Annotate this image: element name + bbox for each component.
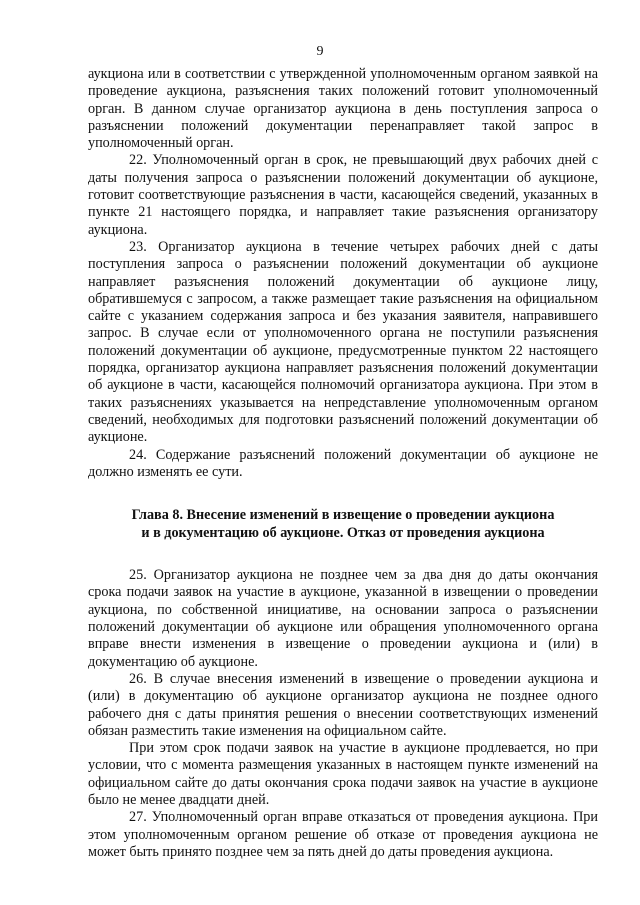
- chapter-heading: [88, 506, 598, 542]
- paragraph-26-continuation: При этом срок подачи заявок на участие в аукционе продлевается, но при условии, что с момента размещения указанных в настоящем пункте изменений на официальном сайте до даты окончания срока подачи заявок на участие в аукционе было не менее двадцати дней.: [88, 740, 598, 808]
- paragraph: аукциона или в соответствии с утвержденной уполномоченным органом заявкой на проведение аукциона, разъяснения таких положений готовит уполномоченный орган. В данном случае организатор аукциона в день поступления запроса о разъяснении положений документации перенаправляет такой запрос в уполномоченный орган.: [88, 66, 598, 152]
- paragraph-23: 23. Организатор аукциона в течение четырех рабочих дней с даты поступления запроса о разъяснении положений документации об аукционе направляет разъяснения положений документации об аукционе лицу, обратившемуся с запросом, а также размещает такие разъяснения на официальном сайте с указанием содержания запроса и без указания заявителя, направившего запрос. В случае если от уполномоченного органа не поступили разъяснения положений документации об аукционе, предусмотренные пунктом 22 настоящего порядка, организатор аукциона направляет разъяснения положений документации об аукционе в части, касающейся полномочий организатора аукциона. При этом в таких разъяснениях указывается на непредставление уполномоченным органом сведений, необходимых для подготовки разъяснений положений документации об аукционе.: [88, 238, 598, 446]
- chapter-heading-line-2: и в документацию об аукционе. Отказ от проведения аукциона: [141, 525, 545, 542]
- paragraph-22: 22. Уполномоченный орган в срок, не превышающий двух рабочих дней с даты получения запроса о разъяснении положений документации об аукционе, готовит соответствующие разъяснения в части, касающейся сведений, указанных в пункте 21 настоящего порядка, и направляет такие разъяснения организатору аукциона.: [88, 152, 598, 238]
- paragraph-27: 27. Уполномоченный орган вправе отказаться от проведения аукциона. При этом уполномоченным органом решение об отказе от проведения аукциона не может быть принято позднее чем за пять дней до даты проведения аукциона.: [88, 809, 598, 860]
- chapter-heading-line-1: Глава 8. Внесение изменений в извещение о проведении аукциона: [131, 507, 555, 524]
- paragraph-24: 24. Содержание разъяснений положений документации об аукционе не должно изменять ее сути.: [88, 446, 598, 480]
- page-number: 9: [316, 44, 324, 59]
- document-body: [88, 66, 598, 861]
- paragraph-26: 26. В случае внесения изменений в извещение о проведении аукциона и (или) в документацию об аукционе организатор аукциона не позднее одного рабочего дня с даты принятия решения о внесении соответствующих изменений обязан разместить такие изменения на официальном сайте.: [88, 670, 598, 739]
- paragraph-25: 25. Организатор аукциона не позднее чем за два дня до даты окончания срока подачи заявок на участие в аукционе, указанной в извещении о проведении аукциона, по собственной инициативе, на основании запроса о разъяснении положений документации об аукционе или обращения уполномоченного органа вправе внести изменения в извещение о проведении аукциона и (или) в документацию об аукционе.: [88, 567, 598, 670]
